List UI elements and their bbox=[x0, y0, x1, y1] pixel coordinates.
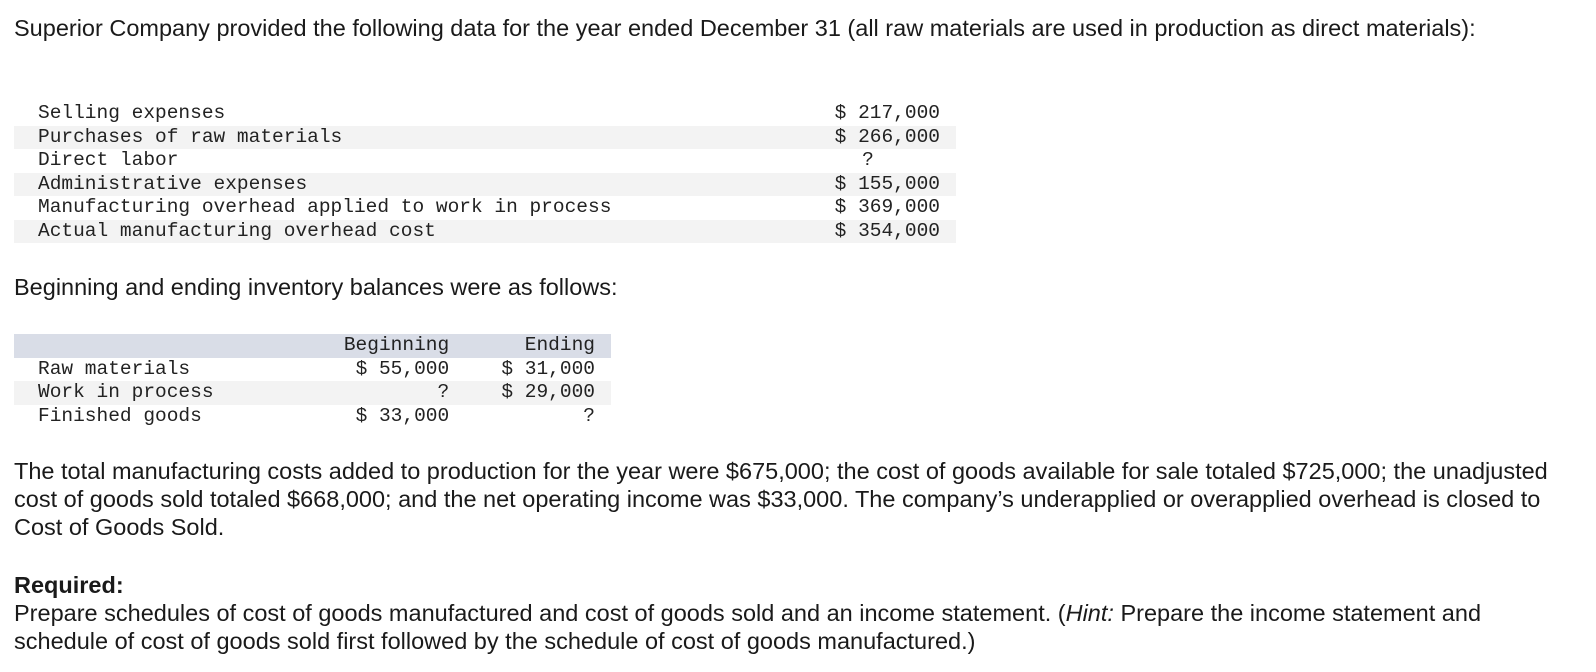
row-amount: $ 155,000 bbox=[834, 172, 940, 195]
required-text-before-hint: Prepare schedules of cost of goods manufactured and cost of goods sold and an income statement. ( bbox=[14, 600, 1066, 626]
header-ending: Ending bbox=[524, 334, 595, 356]
row-label: Actual manufacturing overhead cost bbox=[38, 219, 436, 242]
ending-value: $ 29,000 bbox=[501, 381, 595, 403]
table-row bbox=[14, 149, 956, 173]
table-header-row bbox=[14, 334, 611, 358]
inventory-label: Finished goods bbox=[38, 404, 202, 427]
inventory-intro-paragraph: Beginning and ending inventory balances were as follows: bbox=[14, 274, 618, 300]
row-label: Manufacturing overhead applied to work in process bbox=[38, 196, 612, 218]
table-row bbox=[14, 126, 956, 150]
required-text bbox=[14, 599, 1514, 655]
beginning-value: $ 33,000 bbox=[355, 404, 450, 427]
table-row bbox=[14, 102, 956, 126]
inventory-label: Work in process bbox=[38, 381, 214, 403]
beginning-value: $ 55,000 bbox=[355, 357, 450, 380]
row-label: Administrative expenses bbox=[38, 172, 308, 195]
inventory-label: Raw materials bbox=[38, 357, 191, 380]
row-label: Selling expenses bbox=[38, 102, 226, 124]
ending-value: $ 31,000 bbox=[501, 357, 595, 380]
beginning-value: ? bbox=[437, 381, 450, 403]
table-row bbox=[14, 196, 956, 220]
row-amount: $ 266,000 bbox=[834, 125, 940, 148]
row-amount: $ 217,000 bbox=[834, 102, 940, 124]
table-row bbox=[14, 405, 611, 429]
row-label: Purchases of raw materials bbox=[38, 125, 343, 148]
table-row bbox=[14, 358, 611, 382]
cost-data-table bbox=[14, 102, 956, 243]
ending-value: ? bbox=[583, 404, 595, 427]
inventory-table bbox=[14, 334, 611, 428]
table-row bbox=[14, 173, 956, 197]
required-text-after-hint: Prepare the income statement and schedule of cost of goods sold first followed by the schedule of cost of goods manufactured.) bbox=[14, 600, 1482, 654]
required-heading: Required: bbox=[14, 572, 124, 598]
row-amount: $ 369,000 bbox=[834, 196, 940, 218]
summary-paragraph: The total manufacturing costs added to production for the year were $675,000; the cost of goods available for sale totaled $725,000; the unadjusted cost of goods sold totaled $668,000; and the net operating income was $33,000. The company’s underapplied or overapplied overhead is closed to Cost of Goods Sold. bbox=[14, 458, 1548, 540]
row-amount: $ 354,000 bbox=[834, 219, 940, 242]
header-beginning: Beginning bbox=[343, 334, 450, 356]
row-amount: ? bbox=[862, 149, 874, 171]
table-row bbox=[14, 381, 611, 405]
row-label: Direct labor bbox=[38, 149, 179, 171]
header-blank bbox=[14, 334, 305, 358]
table-row bbox=[14, 220, 956, 244]
hint-label: Hint: bbox=[1065, 600, 1114, 626]
intro-paragraph: Superior Company provided the following data for the year ended December 31 (all raw materials are used in production as direct materials): bbox=[14, 15, 1476, 41]
